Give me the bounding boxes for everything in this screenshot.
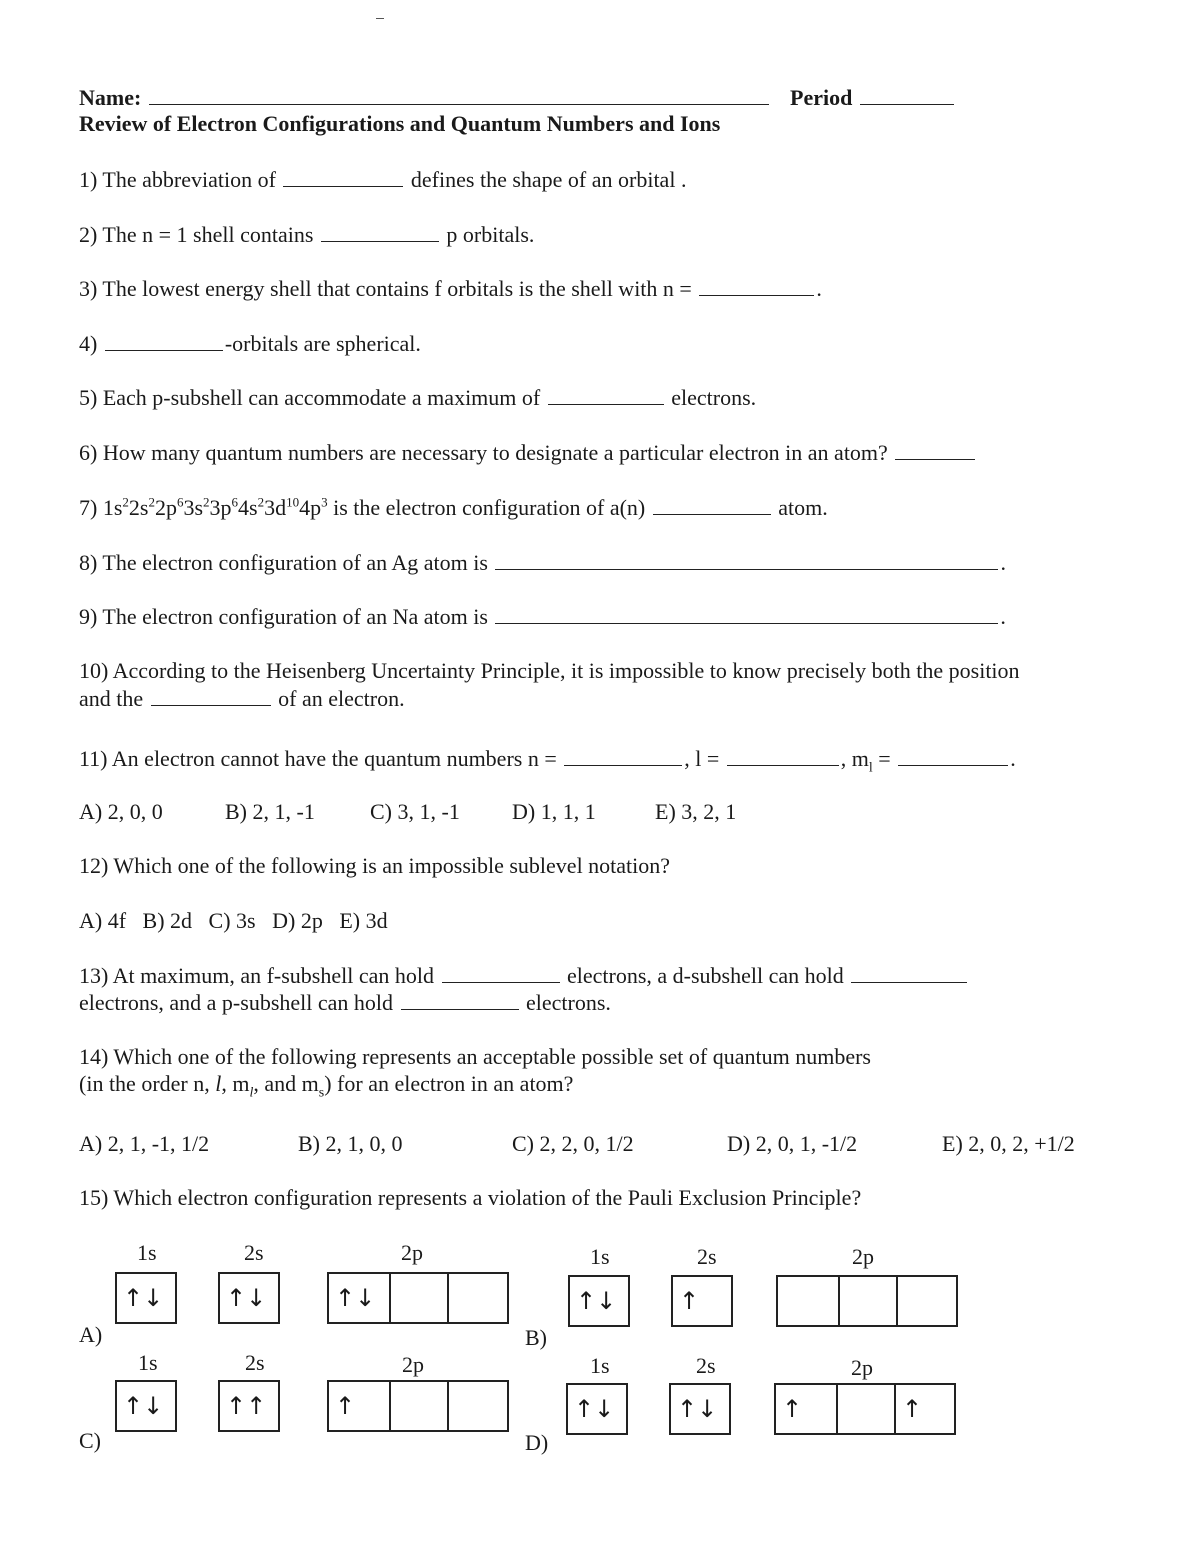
question-3 xyxy=(79,275,822,302)
config-term: 4p xyxy=(299,495,322,520)
q9-text-after: . xyxy=(1000,604,1006,629)
q14-l2-d: ) for an electron in an atom? xyxy=(324,1071,574,1096)
q13-p-blank[interactable] xyxy=(401,989,519,1010)
orbital-box-2p xyxy=(774,1383,956,1435)
electron-2p-1: ↑↓ xyxy=(335,1284,376,1312)
orbital-box-1s xyxy=(566,1383,628,1435)
question-13-line-1 xyxy=(79,962,969,989)
orbital-label-2s: 2s xyxy=(697,1244,717,1269)
period-label: Period xyxy=(790,85,853,110)
q7-configuration xyxy=(103,495,328,520)
orbital-label-1s: 1s xyxy=(137,1240,157,1265)
orbital-label-2p: 2p xyxy=(402,1352,424,1377)
config-exponent: 10 xyxy=(286,494,300,510)
q2-text-after: p orbitals. xyxy=(446,222,535,247)
q2-blank[interactable] xyxy=(321,221,439,242)
q13-d-blank[interactable] xyxy=(851,962,967,983)
q5-text-after: electrons. xyxy=(671,385,757,410)
q11-ml-blank[interactable] xyxy=(898,745,1008,766)
config-term: 4s xyxy=(238,495,258,520)
orbital-label-2p: 2p xyxy=(852,1244,874,1269)
config-exponent: 6 xyxy=(231,494,239,510)
electron-2p-1 xyxy=(778,1277,838,1325)
q8-text: 8) The electron configuration of an Ag atom is xyxy=(79,550,488,575)
q8-blank[interactable] xyxy=(495,549,998,570)
q14-option-c: C) 2, 2, 0, 1/2 xyxy=(512,1131,634,1156)
q9-text: 9) The electron configuration of an Na atom is xyxy=(79,604,488,629)
q11-l-blank[interactable] xyxy=(727,745,839,766)
q11-ml-eq: = xyxy=(872,746,891,771)
electron-pair: ↑↓ xyxy=(123,1284,164,1312)
q13-text-2: electrons, a d-subshell can hold xyxy=(567,963,844,988)
electron-2p-1: ↑ xyxy=(335,1392,356,1420)
config-exponent: 2 xyxy=(203,494,210,510)
q11-ml-label: , m xyxy=(840,746,869,771)
q1-text: 1) The abbreviation of xyxy=(79,167,276,192)
q3-text: 3) The lowest energy shell that contains f orbitals is the shell with n = xyxy=(79,276,692,301)
question-10-line-1: 10) According to the Heisenberg Uncertainty Principle, it is impossible to know precisely both the position xyxy=(79,658,1020,683)
electron-2p-2 xyxy=(838,1277,896,1325)
question-5 xyxy=(79,384,756,411)
question-14-line-1: 14) Which one of the following represents an acceptable possible set of quantum numbers xyxy=(79,1044,871,1069)
q7-text-after: atom. xyxy=(778,495,828,520)
q13-text-1: 13) At maximum, an f-subshell can hold xyxy=(79,963,434,988)
orbital-box-2s xyxy=(669,1383,731,1435)
q14-option-a: A) 2, 1, -1, 1/2 xyxy=(79,1131,210,1156)
config-term: 3p xyxy=(209,495,232,520)
q2-text: 2) The n = 1 shell contains xyxy=(79,222,314,247)
q11-option-a: A) 2, 0, 0 xyxy=(79,799,163,824)
name-field[interactable] xyxy=(149,84,769,105)
q10-text: and the xyxy=(79,686,144,711)
q4-text: 4) xyxy=(79,331,98,356)
diagram-label: D) xyxy=(525,1430,549,1455)
q7-text: is the electron configuration of a(n) xyxy=(333,495,646,520)
orbital-box-1s xyxy=(115,1272,177,1324)
question-1 xyxy=(79,166,686,193)
name-row xyxy=(79,84,771,111)
config-term: 2p xyxy=(154,495,177,520)
electron-2p-3: ↑ xyxy=(894,1385,954,1433)
q13-text-3: electrons, and a p-subshell can hold xyxy=(79,990,394,1015)
orbital-label-2s: 2s xyxy=(696,1353,716,1378)
config-exponent: 3 xyxy=(321,494,328,510)
q11-option-e: E) 3, 2, 1 xyxy=(655,799,737,824)
electron-pair: ↑↓ xyxy=(576,1287,617,1315)
orbital-label-1s: 1s xyxy=(590,1353,610,1378)
q14-l2-c: , and m xyxy=(253,1071,319,1096)
orbital-box-2p xyxy=(327,1380,509,1432)
electron-2p-3 xyxy=(447,1382,507,1430)
q14-option-e: E) 2, 0, 2, +1/2 xyxy=(942,1131,1075,1156)
q9-blank[interactable] xyxy=(495,603,998,624)
question-7 xyxy=(79,494,828,521)
q11-ml-sub: l xyxy=(868,760,873,776)
q6-text: 6) How many quantum numbers are necessary to designate a particular electron in an atom? xyxy=(79,440,888,465)
q13-f-blank[interactable] xyxy=(442,962,560,983)
q4-text-after: -orbitals are spherical. xyxy=(224,331,421,356)
q6-blank[interactable] xyxy=(895,439,975,460)
q11-option-b: B) 2, 1, -1 xyxy=(225,799,315,824)
orbital-box-2s xyxy=(671,1275,733,1327)
orbital-label-1s: 1s xyxy=(590,1244,610,1269)
electron-2p-2 xyxy=(836,1385,894,1433)
diagram-label: C) xyxy=(79,1428,101,1453)
period-field[interactable] xyxy=(860,84,954,105)
question-13-line-2 xyxy=(79,989,611,1016)
electron-pair: ↑↓ xyxy=(574,1395,615,1423)
q7-number: 7) xyxy=(79,495,98,520)
q14-l2-a: (in the order n, xyxy=(79,1071,216,1096)
q1-blank[interactable] xyxy=(283,166,403,187)
question-8 xyxy=(79,549,1006,576)
q10-blank[interactable] xyxy=(151,685,271,706)
q14-l2-b: , m xyxy=(221,1071,250,1096)
q1-text-after: defines the shape of an orbital . xyxy=(410,167,687,192)
q3-blank[interactable] xyxy=(699,275,814,296)
electron-pair: ↑↓ xyxy=(677,1395,718,1423)
name-label: Name: xyxy=(79,85,142,110)
config-term: 2s xyxy=(128,495,149,520)
q11-text-after: . xyxy=(1010,746,1016,771)
orbital-box-1s xyxy=(115,1380,177,1432)
config-exponent: 2 xyxy=(148,494,155,510)
question-11 xyxy=(79,745,1016,776)
question-9 xyxy=(79,603,1006,630)
period-row xyxy=(790,84,956,111)
q10-text-after: of an electron. xyxy=(278,686,405,711)
electron-2p-3 xyxy=(447,1274,507,1322)
diagram-label: A) xyxy=(79,1322,103,1347)
q14-option-b: B) 2, 1, 0, 0 xyxy=(298,1131,403,1156)
q14-l2-l: l xyxy=(215,1071,222,1096)
q11-n-blank[interactable] xyxy=(564,745,682,766)
q12-options: A) 4f B) 2d C) 3s D) 2p E) 3d xyxy=(79,908,388,933)
electron-parallel: ↑↑ xyxy=(226,1392,267,1420)
q11-option-d: D) 1, 1, 1 xyxy=(512,799,596,824)
config-term: 3s xyxy=(183,495,204,520)
question-10-line-2 xyxy=(79,685,405,712)
electron-2p-2 xyxy=(389,1382,447,1430)
question-4 xyxy=(79,330,421,357)
config-exponent: 6 xyxy=(176,494,184,510)
question-14-line-2 xyxy=(79,1071,574,1101)
question-6 xyxy=(79,439,977,466)
q3-text-after: . xyxy=(816,276,822,301)
electron-2p-1: ↑ xyxy=(782,1395,803,1423)
q13-text-4: electrons. xyxy=(526,990,611,1015)
orbital-box-1s xyxy=(568,1275,630,1327)
electron-2p-3 xyxy=(896,1277,956,1325)
question-15: 15) Which electron configuration represents a violation of the Pauli Exclusion Principle? xyxy=(79,1185,862,1210)
q7-blank[interactable] xyxy=(653,494,771,515)
q14-l2-sub1: l xyxy=(249,1085,254,1101)
config-exponent: 2 xyxy=(122,494,129,510)
orbital-box-2s xyxy=(218,1380,280,1432)
q5-blank[interactable] xyxy=(548,384,664,405)
orbital-box-2p xyxy=(327,1272,509,1324)
orbital-label-2p: 2p xyxy=(401,1240,423,1265)
q11-text: 11) An electron cannot have the quantum numbers n = xyxy=(79,746,557,771)
orbital-label-1s: 1s xyxy=(138,1350,158,1375)
orbital-box-2s xyxy=(218,1272,280,1324)
config-term: 3d xyxy=(264,495,287,520)
electron-single: ↑ xyxy=(679,1287,700,1315)
scan-mark xyxy=(376,18,384,19)
electron-pair: ↑↓ xyxy=(123,1392,164,1420)
question-12: 12) Which one of the following is an impossible sublevel notation? xyxy=(79,853,671,878)
config-term: 1s xyxy=(102,495,123,520)
q14-option-d: D) 2, 0, 1, -1/2 xyxy=(727,1131,858,1156)
q14-l2-sub2: s xyxy=(318,1085,325,1101)
q11-option-c: C) 3, 1, -1 xyxy=(370,799,460,824)
page-title: Review of Electron Configurations and Quantum Numbers and Ions xyxy=(79,111,721,136)
orbital-label-2s: 2s xyxy=(245,1350,265,1375)
config-exponent: 2 xyxy=(257,494,265,510)
orbital-box-2p xyxy=(776,1275,958,1327)
orbital-label-2s: 2s xyxy=(244,1240,264,1265)
electron-2p-2 xyxy=(389,1274,447,1322)
q5-text: 5) Each p-subshell can accommodate a maximum of xyxy=(79,385,541,410)
question-2 xyxy=(79,221,534,248)
electron-pair: ↑↓ xyxy=(226,1284,267,1312)
q11-l-label: , l = xyxy=(684,746,720,771)
q4-blank[interactable] xyxy=(105,330,223,351)
q8-text-after: . xyxy=(1000,550,1006,575)
orbital-label-2p: 2p xyxy=(851,1355,873,1380)
diagram-label: B) xyxy=(525,1325,547,1350)
